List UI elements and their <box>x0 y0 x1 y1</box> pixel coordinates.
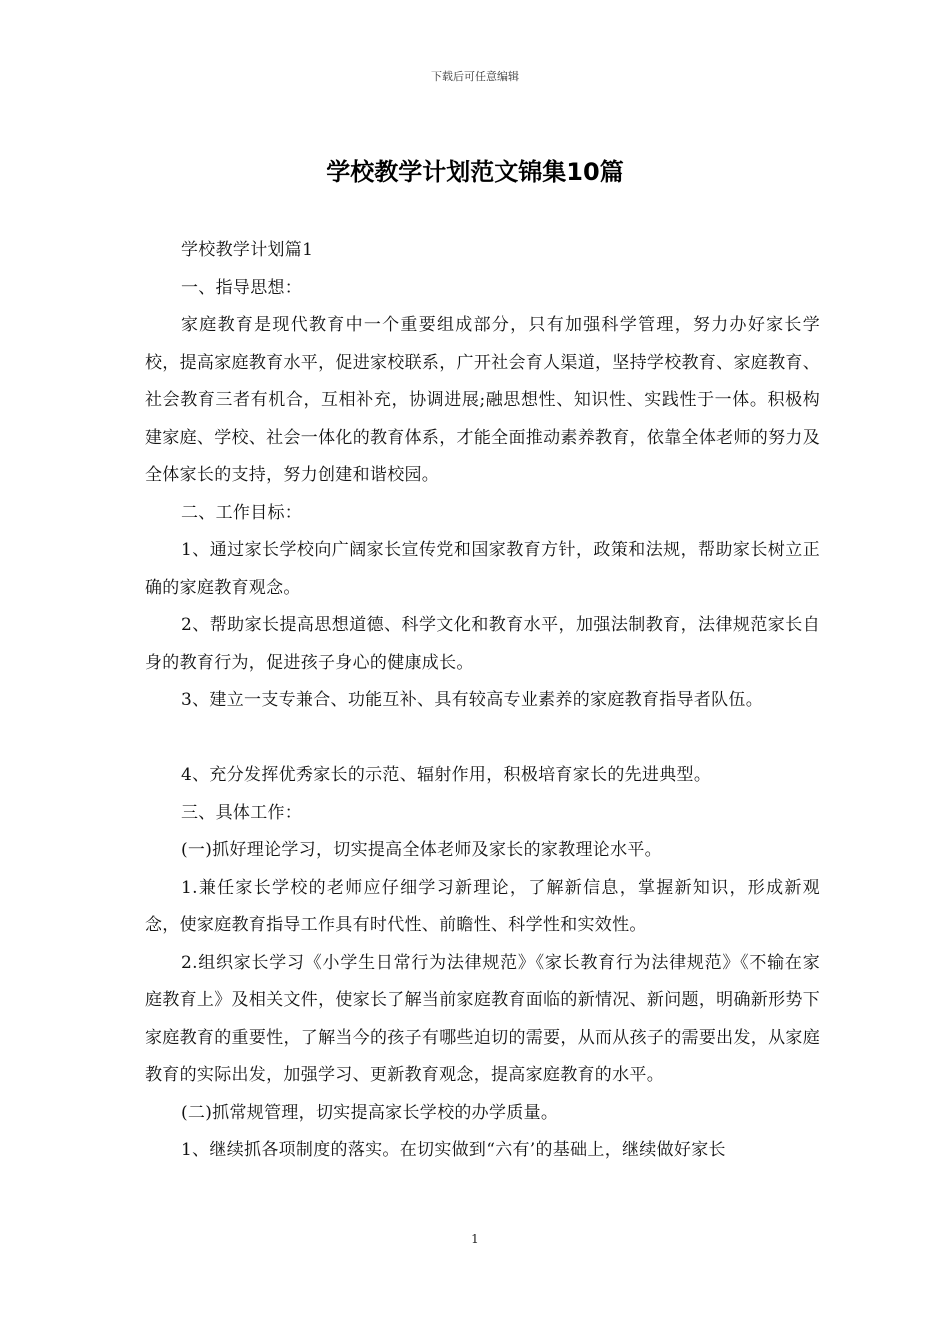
paragraph: 1、继续抓各项制度的落实。在切实做到“六有’的基础上，继续做好家长 <box>181 1140 726 1160</box>
paragraph: 1.兼任家长学校的老师应仔细学习新理论，了解新信息，掌握新知识，形成新观念，使家庭教育指导工作具有时代性、前瞻性、科学性和实效性。 <box>145 877 820 935</box>
section-heading: 学校教学计划篇1 <box>181 240 314 260</box>
subheading: 三、具体工作： <box>181 802 303 823</box>
paragraph: (二)抓常规管理，切实提高家长学校的办学质量。 <box>181 1102 559 1123</box>
paragraph: 2.组织家长学习《小学生日常行为法律规范》《家长教育行为法律规范》《不输在家庭教育上》及相关文件，使家长了解当前家庭教育面临的新情况、新问题，明确新形势下家庭教育的重要性，了解当今的孩子有哪些迫切的需要，从而从孩子的需要出发，从家庭教育的实际出发，加强学习、更新教育观念，提高家庭教育的水平。 <box>145 952 820 1085</box>
document-body <box>145 232 820 1170</box>
header-note: 下载后可任意编辑 <box>431 70 519 83</box>
document-title: 学校教学计划范文锦集10篇 <box>326 158 624 186</box>
paragraph: 1、通过家长学校向广阔家长宣传党和国家教育方针，政策和法规，帮助家长树立正确的家庭教育观念。 <box>145 540 820 598</box>
page-number: 1 <box>471 1232 479 1246</box>
paragraph: 2、帮助家长提高思想道德、科学文化和教育水平，加强法制教育，法律规范家长自身的教育行为，促进孩子身心的健康成长。 <box>145 615 820 673</box>
paragraph: (一)抓好理论学习，切实提高全体老师及家长的家教理论水平。 <box>181 840 662 860</box>
paragraph: 家庭教育是现代教育中一个重要组成部分，只有加强科学管理，努力办好家长学校，提高家庭教育水平，促进家校联系，广开社会育人渠道，坚持学校教育、家庭教育、社会教育三者有机合，互相补充，协调进展;融思想性、知识性、实践性于一体。积极构建家庭、学校、社会一体化的教育体系，才能全面推动素养教育，依靠全体老师的努力及全体家长的支持，努力创建和谐校园。 <box>145 315 820 485</box>
subheading: 二、工作目标： <box>181 502 303 523</box>
paragraph: 3、建立一支专兼合、功能互补、具有较高专业素养的家庭教育指导者队伍。 <box>181 690 764 710</box>
paragraph: 4、充分发挥优秀家长的示范、辐射作用，积极培育家长的先进典型。 <box>181 765 712 785</box>
subheading: 一、指导思想： <box>181 277 303 298</box>
